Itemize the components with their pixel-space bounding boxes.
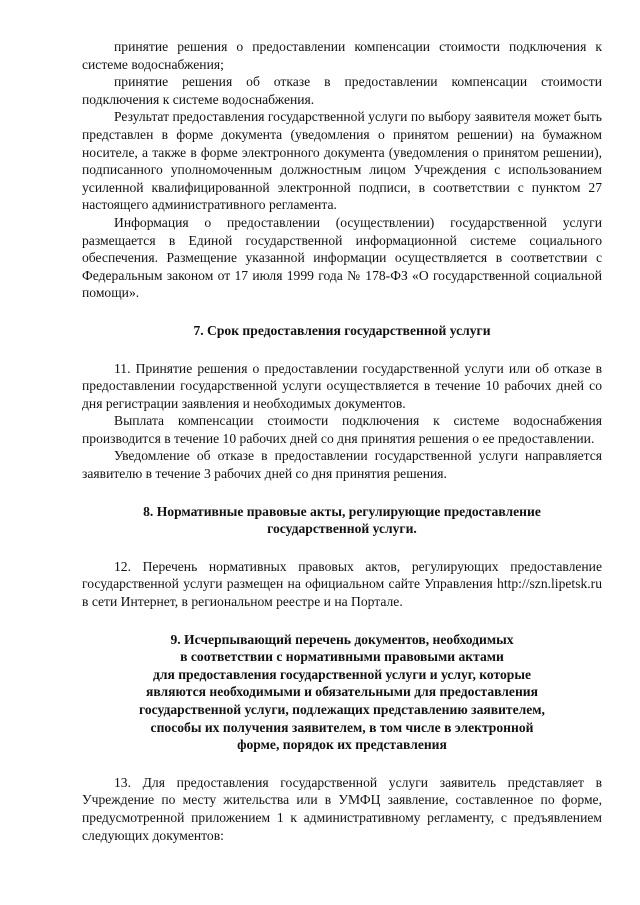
section-9-heading-line2: в соответствии с нормативными правовыми актами <box>180 649 504 665</box>
paragraph-result-form: Результат предоставления государственной услуги по выбору заявителя может быть представлен в форме документа (уведомления о принятом решении) на бумажном носителе, а также в форме электронного документа (уведомления о принятом решении), подписанного уполномоченным должностным лицом Учреждения с использованием усиленной квалифицированной электронной подписи, в соответствии с пунктом 27 настоящего административного регламента. <box>82 109 602 213</box>
section-9-heading-line4: являются необходимыми и обязательными для предоставления <box>146 684 538 700</box>
paragraph-11: 11. Принятие решения о предоставлении государственной услуги или об отказе в предоставлении государственной услуги осуществляется в течение 10 рабочих дней со дня регистрации заявления и необходимых документов. <box>82 360 602 411</box>
section-8-heading-line2: государственной услуги. <box>267 521 417 537</box>
section-9-heading-line5: государственной услуги, подлежащих представлению заявителем, <box>139 702 545 717</box>
document-page <box>82 38 602 844</box>
section-9-heading-line6: способы их получения заявителем, в том числе в электронной <box>150 719 534 735</box>
paragraph-egisso-info: Информация о предоставлении (осуществлении) государственной услуги размещается в Единой государственной информационной системе социального обеспечения. Размещение указанной информации осуществляется в соответствии с Федеральным законом от 17 июля 1999 года № 178-ФЗ «О государственной социальной помощи». <box>82 214 602 301</box>
paragraph-refuse-decision: принятие решения об отказе в предоставлении компенсации стоимости подключения к системе водоснабжения. <box>82 74 602 107</box>
paragraph-13: 13. Для предоставления государственной услуги заявитель представляет в Учреждение по месту жительства или в УМФЦ заявление, составленное по форме, предусмотренной приложением 1 к административному регламенту, с предъявлением следующих документов: <box>82 774 602 843</box>
section-7-heading: 7. Срок предоставления государственной услуги <box>193 322 491 338</box>
section-9-heading-line3: для предоставления государственной услуги и услуг, которые <box>152 666 532 682</box>
paragraph-12: 12. Перечень нормативных правовых актов, регулирующих предоставление государственной услуги размещен на официальном сайте Управления http://szn.lipetsk.ru в сети Интернет, в региональном реестре и на Портале. <box>82 558 602 610</box>
section-9-heading-line1: 9. Исчерпывающий перечень документов, необходимых <box>170 631 514 647</box>
paragraph-refusal-notice: Уведомление об отказе в предоставлении государственной услуги направляется заявителю в течение 3 рабочих дней со дня принятия решения. <box>82 448 602 482</box>
paragraph-approve-decision: принятие решения о предоставлении компенсации стоимости подключения к системе водоснабжения; <box>82 39 602 72</box>
paragraph-payment-term: Выплата компенсации стоимости подключения к системе водоснабжения производится в течение 10 рабочих дней со дня принятия решения о ее предоставлении. <box>82 413 602 446</box>
section-9-heading-line7: форме, порядок их представления <box>237 737 447 753</box>
section-8-heading-line1: 8. Нормативные правовые акты, регулирующие предоставление <box>143 503 541 519</box>
